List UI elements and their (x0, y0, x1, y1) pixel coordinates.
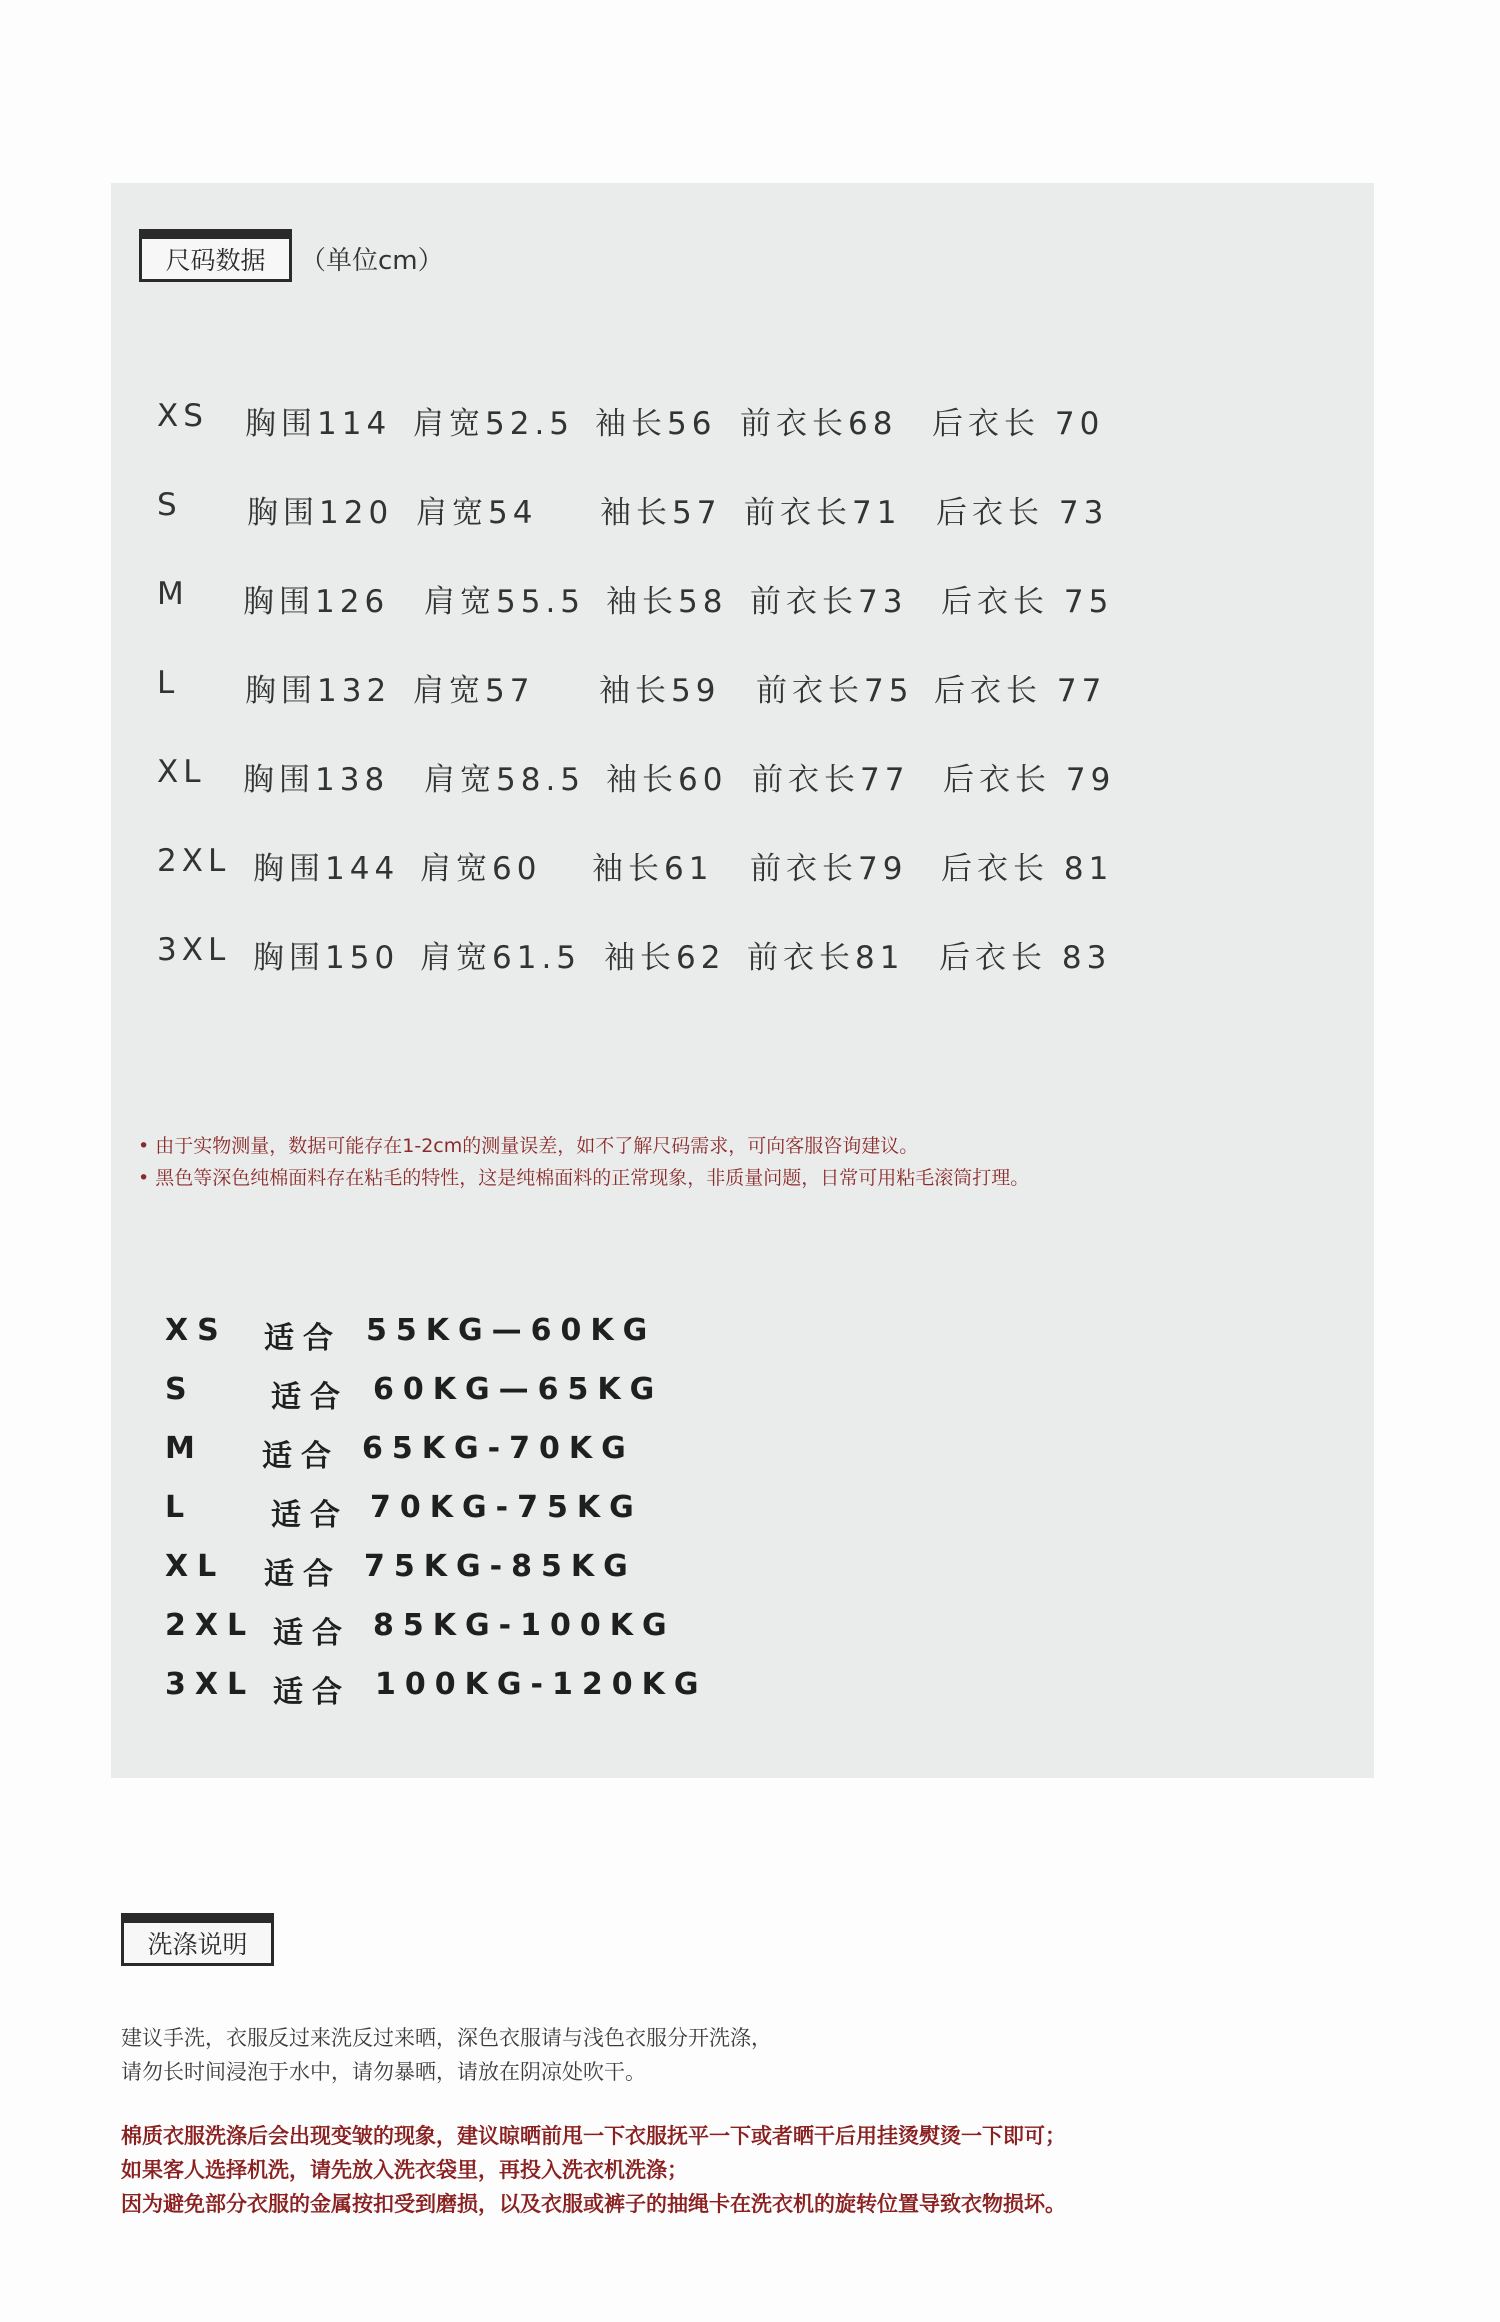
weight-size: M (165, 1431, 204, 1466)
shoulder-value: 肩宽60 (420, 851, 542, 887)
back-length-value: 后衣长 81 (941, 851, 1114, 887)
back-length-value: 后衣长 79 (943, 762, 1116, 798)
unit-label: （单位cm） (300, 246, 444, 276)
sleeve-value: 袖长58 (606, 584, 728, 620)
chest-value: 胸围126 (243, 584, 390, 620)
size-label: M (157, 576, 189, 612)
sleeve-value: 袖长57 (600, 495, 722, 531)
front-length-value: 前衣长79 (750, 851, 908, 887)
back-length-value: 后衣长 73 (936, 495, 1109, 531)
chest-value: 胸围144 (253, 851, 400, 887)
weight-size: XS (165, 1313, 228, 1348)
chest-value: 胸围150 (253, 940, 400, 976)
front-length-value: 前衣长68 (740, 406, 898, 442)
weight-range: 55KG—60KG (366, 1313, 657, 1348)
weight-range: 100KG-120KG (375, 1667, 708, 1702)
back-length-value: 后衣长 77 (934, 673, 1107, 709)
sleeve-value: 袖长56 (595, 406, 717, 442)
shoulder-value: 肩宽58.5 (424, 762, 586, 798)
chest-value: 胸围138 (243, 762, 390, 798)
weight-fit-label: 适合 (271, 1498, 349, 1533)
fabric-note: • 黑色等深色纯棉面料存在粘毛的特性，这是纯棉面料的正常现象，非质量问题，日常可用粘毛滚筒打理。 (138, 1167, 1030, 1189)
weight-range: 65KG-70KG (362, 1431, 635, 1466)
sleeve-value: 袖长60 (606, 762, 728, 798)
back-length-value: 后衣长 83 (939, 940, 1112, 976)
shoulder-value: 肩宽57 (413, 673, 535, 709)
weight-range: 75KG-85KG (364, 1549, 637, 1584)
weight-size: XL (165, 1549, 226, 1584)
weight-fit-label: 适合 (273, 1616, 351, 1651)
shoulder-value: 肩宽54 (416, 495, 538, 531)
wash-warning: 因为避免部分衣服的金属按扣受到磨损，以及衣服或裤子的抽绳卡在洗衣机的旋转位置导致衣物损坏。 (121, 2192, 1066, 2216)
size-label: 2XL (157, 843, 231, 879)
weight-size: 3XL (165, 1667, 256, 1702)
chest-value: 胸围114 (245, 406, 392, 442)
weight-range: 60KG—65KG (373, 1372, 664, 1407)
chest-value: 胸围132 (245, 673, 392, 709)
front-length-value: 前衣长71 (744, 495, 902, 531)
shoulder-value: 肩宽52.5 (413, 406, 575, 442)
wash-line: 建议手洗，衣服反过来洗反过来晒，深色衣服请与浅色衣服分开洗涤， (121, 2026, 772, 2050)
weight-size: 2XL (165, 1608, 256, 1643)
chest-value: 胸围120 (247, 495, 394, 531)
weight-range: 85KG-100KG (373, 1608, 676, 1643)
sleeve-value: 袖长59 (599, 673, 721, 709)
weight-size: S (165, 1372, 196, 1407)
size-data-tab: 尺码数据 (139, 229, 292, 282)
size-label: L (157, 665, 180, 701)
shoulder-value: 肩宽61.5 (420, 940, 582, 976)
front-length-value: 前衣长81 (747, 940, 905, 976)
wash-instructions-tab: 洗涤说明 (121, 1913, 274, 1966)
weight-fit-label: 适合 (271, 1380, 349, 1415)
weight-fit-label: 适合 (262, 1439, 340, 1474)
size-label: XL (157, 754, 206, 790)
measurement-note: • 由于实物测量，数据可能存在1-2cm的测量误差，如不了解尺码需求，可向客服咨询建议。 (138, 1135, 919, 1157)
wash-warning: 如果客人选择机洗，请先放入洗衣袋里，再投入洗衣机洗涤； (121, 2158, 688, 2182)
back-length-value: 后衣长 70 (932, 406, 1105, 442)
weight-fit-label: 适合 (264, 1557, 342, 1592)
back-length-value: 后衣长 75 (941, 584, 1114, 620)
wash-line: 请勿长时间浸泡于水中，请勿暴晒，请放在阴凉处吹干。 (121, 2060, 646, 2084)
size-label: 3XL (157, 932, 231, 968)
size-label: S (157, 487, 182, 523)
weight-fit-label: 适合 (273, 1675, 351, 1710)
front-length-value: 前衣长73 (750, 584, 908, 620)
weight-fit-label: 适合 (264, 1321, 342, 1356)
front-length-value: 前衣长77 (752, 762, 910, 798)
weight-size: L (165, 1490, 194, 1525)
shoulder-value: 肩宽55.5 (424, 584, 586, 620)
size-label: XS (157, 398, 208, 434)
front-length-value: 前衣长75 (756, 673, 914, 709)
sleeve-value: 袖长61 (592, 851, 714, 887)
sleeve-value: 袖长62 (604, 940, 726, 976)
wash-warning: 棉质衣服洗涤后会出现变皱的现象，建议晾晒前甩一下衣服抚平一下或者晒干后用挂烫熨烫一下即可； (121, 2124, 1066, 2148)
weight-range: 70KG-75KG (370, 1490, 643, 1525)
